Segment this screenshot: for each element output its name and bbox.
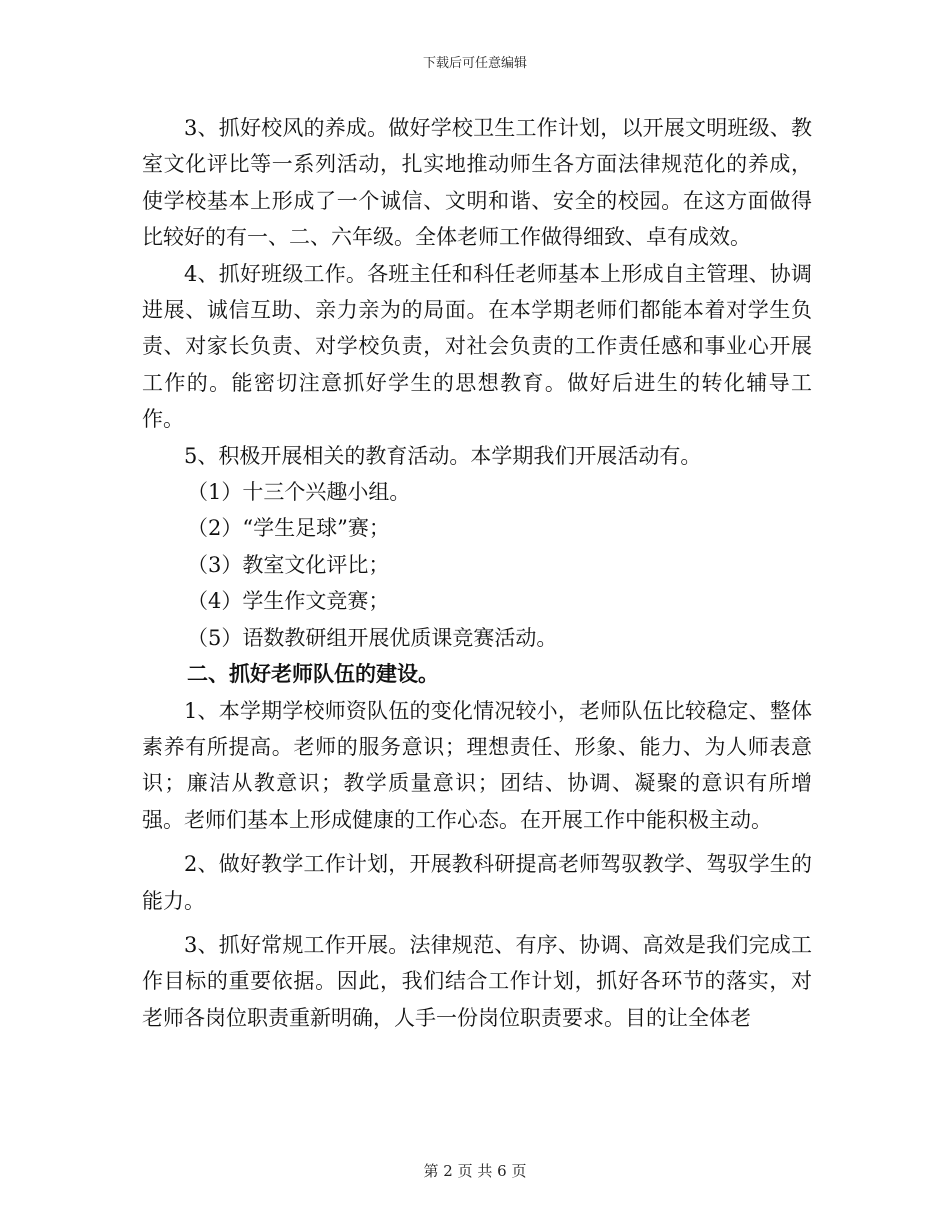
paragraph-teacher-team: 1、本学期学校师资队伍的变化情况较小，老师队伍比较稳定、整体素养有所提高。老师的服务意识；理想责任、形象、能力、为人师表意识；廉洁从教意识；教学质量意识；团结、协调、凝聚的意识有所增强。老师们基本上形成健康的工作心态。在开展工作中能积极主动。: [142, 698, 812, 832]
page-header: 下载后可任意编辑: [422, 56, 527, 71]
list-item: （1）十三个兴趣小组。: [187, 480, 411, 505]
section-heading: 二、抓好老师队伍的建设。: [187, 661, 439, 687]
list-item: （4）学生作文竞赛；: [187, 589, 390, 614]
paragraph-class-work: 4、抓好班级工作。各班主任和科任老师基本上形成自主管理、协调进展、诚信互助、亲力亲为的局面。在本学期老师们都能本着对学生负责、对家长负责、对学校负责，对社会负责的工作责任感和事业心开展工作的。能密切注意抓好学生的思想教育。做好后进生的转化辅导工作。: [142, 261, 812, 432]
paragraph-activities: 5、积极开展相关的教育活动。本学期我们开展活动有。: [184, 443, 702, 468]
paragraph-routine-work: 3、抓好常规工作开展。法律规范、有序、协调、高效是我们完成工作目标的重要依据。因此，我们结合工作计划，抓好各环节的落实，对老师各岗位职责重新明确，人手一份岗位职责要求。目的让全体老: [142, 932, 812, 1030]
list-item: （2）“学生足球”赛；: [187, 516, 390, 541]
list-item: （5）语数教研组开展优质课竞赛活动。: [187, 625, 558, 650]
page-number: 第 2 页 共 6 页: [423, 1162, 527, 1180]
document-body: [142, 110, 812, 1036]
paragraph-teaching-plan: 2、做好教学工作计划，开展教科研提高老师驾驭教学、驾驭学生的能力。: [142, 852, 812, 913]
paragraph-school-culture: 3、抓好校风的养成。做好学校卫生工作计划，以开展文明班级、教室文化评比等一系列活动，扎实地推动师生各方面法律规范化的养成，使学校基本上形成了一个诚信、文明和谐、安全的校园。在这方面做得比较好的有一、二、六年级。全体老师工作做得细致、卓有成效。: [142, 116, 812, 250]
list-item: （3）教室文化评比；: [187, 552, 390, 577]
